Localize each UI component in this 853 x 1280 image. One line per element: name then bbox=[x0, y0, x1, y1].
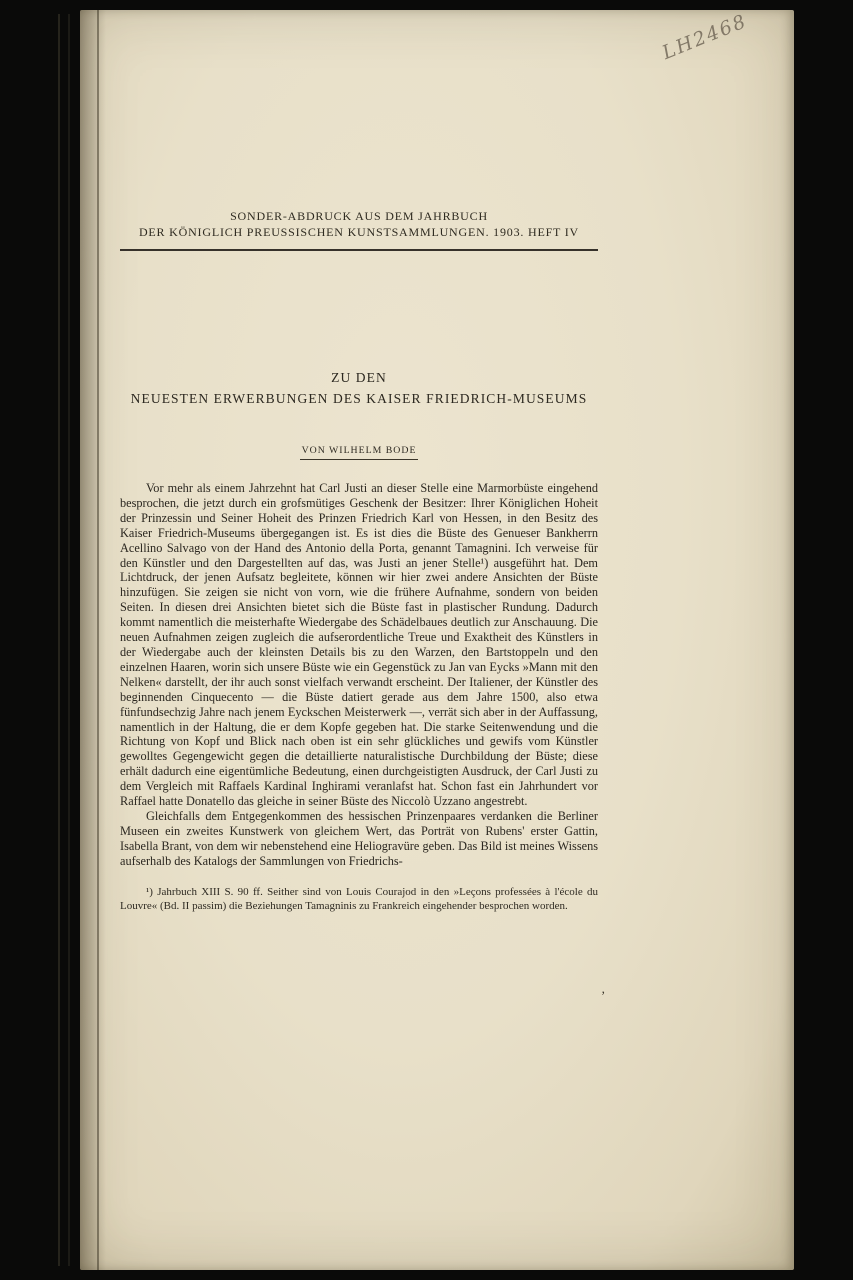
book-page-edge-line bbox=[58, 14, 60, 1266]
paper-page bbox=[80, 10, 794, 1270]
article-title bbox=[120, 367, 598, 409]
article-body bbox=[120, 481, 598, 869]
body-paragraph: Gleichfalls dem Entgegenkommen des hessischen Prinzenpaares verdanken die Berliner Museen ein zweites Kunstwerk von gleichem Wert, das Porträt von Rubens' erster Gattin, Isabella Brant, von dem wir nebenstehend eine Heliogravüre geben. Das Bild ist meines Wissens aufserhalb des Katalogs der Sammlungen von Friedrichs- bbox=[120, 808, 598, 868]
byline: VON WILHELM BODE bbox=[300, 445, 419, 460]
gutter-shadow bbox=[80, 10, 106, 1270]
article-title-line-1: ZU DEN bbox=[331, 370, 387, 385]
book-page-edge-line bbox=[68, 14, 70, 1266]
page-content bbox=[120, 208, 598, 913]
offprint-header-line-1: SONDER-ABDRUCK AUS DEM JAHRBUCH bbox=[230, 209, 488, 223]
gutter-line bbox=[97, 10, 99, 1270]
article-title-line-2: NEUESTEN ERWERBUNGEN DES KAISER FRIEDRICH-MUSEUMS bbox=[130, 391, 588, 406]
offprint-header bbox=[120, 208, 598, 240]
body-paragraph: Vor mehr als einem Jahrzehnt hat Carl Justi an dieser Stelle eine Marmorbüste eingehend besprochen, die jetzt durch ein grofsmütiges Geschenk der Besitzer: Ihrer Königlichen Hoheit der Prinzessin und Seiner Hoheit des Prinzen Friedrich Karl von Hessen, in den Besitz des Kaiser Friedrich-Museums übergegangen ist. Es ist dies die Büste des Genueser Bankherrn Acellino Salvago von der Hand des Antonio della Porta, genannt Tamagnini. Ich verweise für den Künstler und den Dargestellten auf das, was Justi an jener Stelle¹) ausgeführt hat. Dem Lichtdruck, der jenen Aufsatz begleitete, können wir hier zwei andere Ansichten der Büste hinzufügen. Sie zeigen sie nicht von vorn, wie die frühere Aufnahme, sondern von beiden Seiten. In diesen drei Ansichten bietet sich die Büste fast in plastischer Rundung. Dadurch kommt namentlich die meisterhafte Wiedergabe des Schädelbaues deutlich zur Anschauung. Die neuen Aufnahmen zeigen zugleich die aufserordentliche Treue und Exaktheit des Künstlers in der Wiedergabe auch der kleinsten Details bis zu den Warzen, den Bartstoppeln und den einzelnen Haaren, worin sich unsere Büste wie ein Gegenstück zu Jan van Eycks »Mann mit den Nelken« darstellt, der ihr auch sonst vielfach verwandt erscheint. Der Italiener, der Künstler des beginnenden Cinquecento — die Büste datiert gerade aus dem Jahre 1500, also etwa fünfundsechzig Jahre nach jenem Eyckschen Meisterwerk —, verrät sich aber in der Auffassung, namentlich in der Haltung, die er dem Kopfe gegeben hat. Die starke Seitenwendung und die Richtung von Kopf und Blick nach oben ist ein sehr glückliches und gewifs vom Künstler gewolltes Gegengewicht gegen die detaillierte naturalistische Durchbildung der Büste; diese erhält dadurch eine eigentümliche Bedeutung, einen durchgeistigten Ausdruck, der Carl Justi zu dem Vergleich mit Raffaels Kardinal Inghirami veranlafst hat. Schon fast ein Jahrhundert vor Raffael hatte Donatello das gleiche in seiner Büste des Niccolò Uzzano angestrebt. bbox=[120, 481, 598, 809]
footnote: ¹) Jahrbuch XIII S. 90 ff. Seither sind von Louis Courajod in den »Leçons professées à l'école du Louvre« (Bd. II passim) die Beziehungen Tamagninis zu Frankreich eingehender besprochen worden. bbox=[120, 885, 598, 912]
handwritten-accession-mark: LH2468 bbox=[659, 10, 751, 64]
byline-wrap bbox=[120, 440, 598, 460]
stray-mark: ’ bbox=[601, 988, 606, 1003]
header-rule bbox=[120, 249, 598, 251]
offprint-header-line-2: DER KÖNIGLICH PREUSSISCHEN KUNSTSAMMLUNGEN. 1903. HEFT IV bbox=[138, 225, 580, 239]
